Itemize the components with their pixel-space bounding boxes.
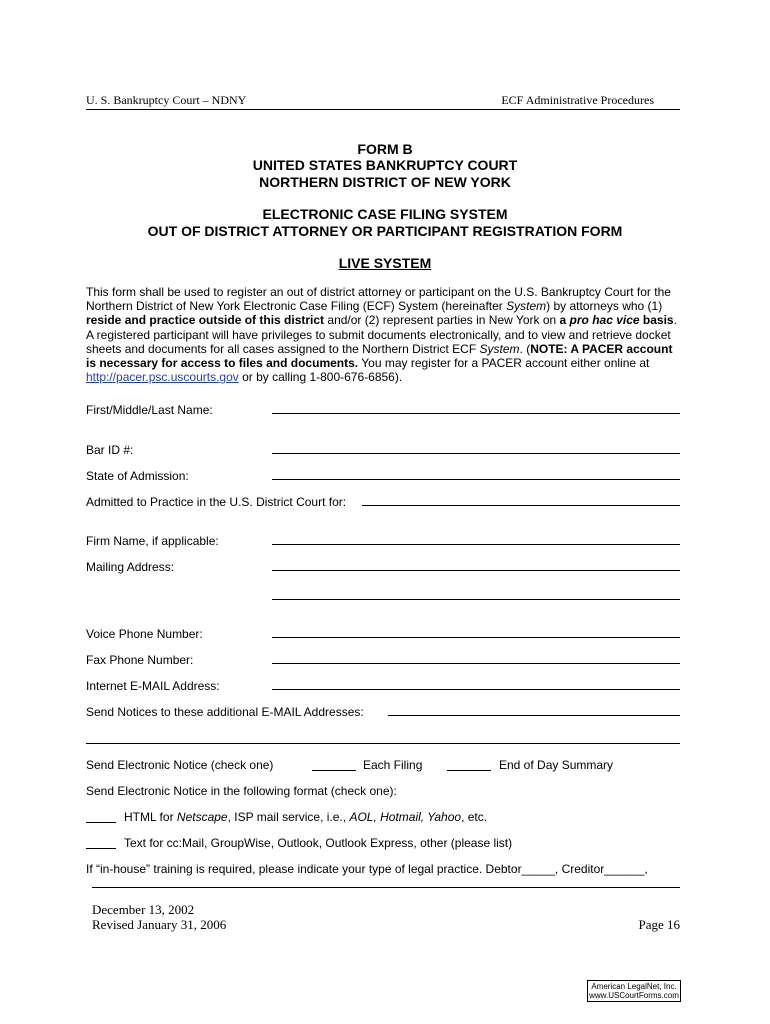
header-right: ECF Administrative Procedures — [501, 93, 654, 107]
name-label: First/Middle/Last Name: — [86, 403, 213, 417]
footer-rule — [92, 887, 680, 888]
end-of-day-checkbox[interactable] — [447, 770, 491, 771]
intro-text: . A registered participant will have privileges to submit documents electronically, and to view and retrieve docket sheets and documents for all cases assigned to the Northern District ECF — [86, 313, 677, 356]
intro-bold-basis: basis — [639, 313, 674, 328]
page-number: Page 16 — [638, 917, 680, 932]
mailing-field-1[interactable] — [272, 570, 680, 571]
notices-field-2[interactable] — [86, 743, 680, 744]
name-field[interactable] — [272, 413, 680, 414]
form-label: FORM B — [357, 141, 413, 157]
firm-field[interactable] — [272, 544, 680, 545]
header-rule — [86, 109, 680, 110]
html-format-label — [124, 810, 487, 824]
intro-text: ) by attorneys who (1) — [546, 299, 663, 314]
notices-label: Send Notices to these additional E-MAIL Addresses: — [86, 705, 364, 719]
intro-bold-reside: reside and practice outside of this district — [86, 313, 325, 328]
html-format-text: HTML for — [124, 810, 177, 824]
text-format-checkbox[interactable] — [86, 848, 116, 849]
html-format-checkbox[interactable] — [86, 822, 116, 823]
district-name: NORTHERN DISTRICT OF NEW YORK — [259, 174, 511, 190]
mailing-field-2[interactable] — [272, 599, 680, 600]
email-label: Internet E-MAIL Address: — [86, 679, 220, 693]
state-label: State of Admission: — [86, 469, 189, 483]
stamp-line-2: www.USCourtForms.com — [589, 991, 679, 1000]
footer-revised: Revised January 31, 2006 — [92, 917, 227, 932]
system-name: ELECTRONIC CASE FILING SYSTEM — [262, 206, 508, 222]
notices-field-1[interactable] — [388, 715, 680, 716]
html-format-services: AOL, Hotmail, Yahoo — [349, 810, 462, 824]
publisher-stamp — [587, 980, 681, 1002]
training-text: If “in-house” training is required, please indicate your type of legal practice. Debtor_____, Creditor______, — [86, 862, 648, 876]
voice-field[interactable] — [272, 637, 680, 638]
intro-text: You may register for a PACER account either online at — [358, 356, 650, 371]
bar-id-field[interactable] — [272, 453, 680, 454]
admitted-field[interactable] — [362, 505, 680, 506]
form-name: OUT OF DISTRICT ATTORNEY OR PARTICIPANT REGISTRATION FORM — [147, 223, 623, 239]
intro-text: and/or (2) represent parties in New York on — [324, 313, 560, 328]
text-format-label: Text for cc:Mail, GroupWise, Outlook, Outlook Express, other (please list) — [124, 836, 513, 850]
intro-text: . ( — [519, 341, 531, 356]
notice-label: Send Electronic Notice (check one) — [86, 758, 274, 772]
voice-label: Voice Phone Number: — [86, 627, 203, 641]
each-filing-checkbox[interactable] — [312, 770, 356, 771]
intro-text: or by calling 1-800-676-6856). — [238, 370, 403, 385]
mailing-label: Mailing Address: — [86, 560, 175, 574]
intro-paragraph — [86, 285, 682, 384]
html-format-text: , etc. — [461, 810, 488, 824]
admitted-label: Admitted to Practice in the U.S. District Court for: — [86, 495, 347, 509]
state-field[interactable] — [272, 479, 680, 480]
intro-text: This form shall be used to register an out of district attorney or participant on the U.S. Bankruptcy Court for the Northern District of New York Electronic Case Filing (ECF) System (hereinafter — [86, 285, 671, 314]
bar-id-label: Bar ID #: — [86, 443, 134, 457]
firm-label: Firm Name, if applicable: — [86, 534, 219, 548]
intro-note: NOTE: A PACER account is necessary for access to files and documents. — [86, 341, 673, 371]
end-of-day-label: End of Day Summary — [499, 758, 614, 772]
live-system-label: LIVE SYSTEM — [338, 255, 432, 271]
each-filing-label: Each Filing — [363, 758, 423, 772]
header-left: U. S. Bankruptcy Court – NDNY — [86, 93, 247, 107]
intro-system-word: System — [506, 299, 547, 314]
pacer-link[interactable]: http://pacer.psc.uscourts.gov — [86, 370, 239, 385]
intro-pro-hac-vice: pro hac vice — [569, 313, 640, 328]
intro-bold-a: a — [559, 313, 570, 328]
html-format-text: , ISP mail service, i.e., — [227, 810, 350, 824]
intro-system-word: System — [479, 341, 520, 356]
format-label: Send Electronic Notice in the following format (check one): — [86, 784, 397, 798]
stamp-line-1: American LegalNet, Inc. — [591, 982, 677, 991]
footer-date: December 13, 2002 — [92, 902, 195, 917]
fax-field[interactable] — [272, 663, 680, 664]
fax-label: Fax Phone Number: — [86, 653, 194, 667]
email-field[interactable] — [272, 689, 680, 690]
court-name: UNITED STATES BANKRUPTCY COURT — [252, 157, 518, 173]
live-system-heading — [0, 255, 770, 271]
html-format-netscape: Netscape — [176, 810, 228, 824]
